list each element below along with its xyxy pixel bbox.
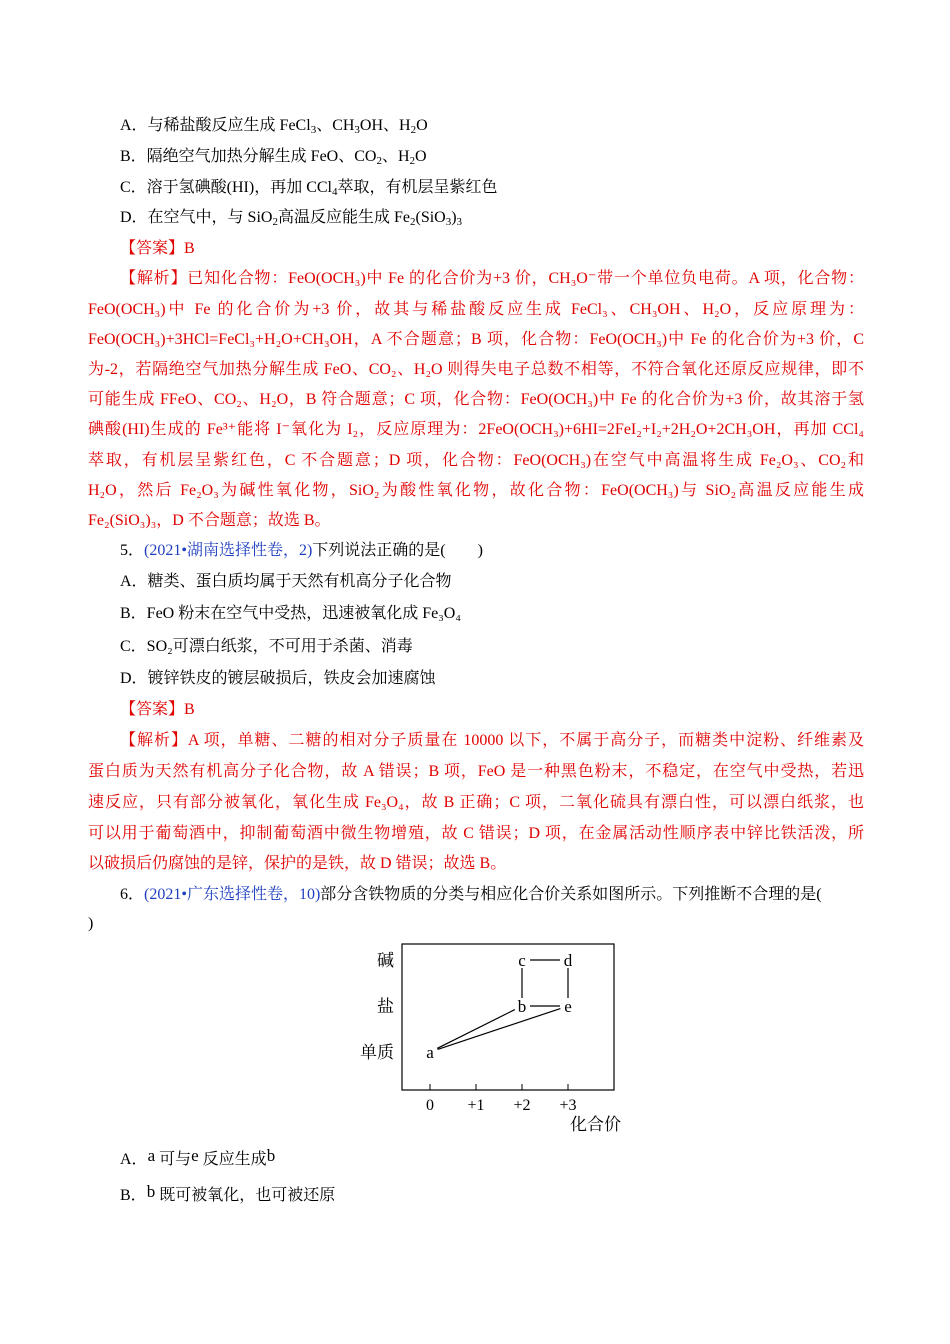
question-source: (2021•湖南选择性卷，2) [144, 542, 313, 559]
point-label-a: a [426, 1043, 434, 1062]
q6-stem-continuation: ) [88, 915, 94, 932]
point-label-d: d [563, 951, 573, 970]
q5-analysis-line: 可以用于葡萄酒中，抑制葡萄酒中微生物增殖，故 C 错误；D 项，在金属活动性顺序表中锌比铁活泼，所 [88, 825, 864, 842]
q6-option-a: A．a 可与e 反应生成b [120, 1146, 276, 1168]
q4-analysis-line: Fe₂(SiO₃)₃，D 不合题意；故选 B。 [88, 512, 331, 529]
q5-answer: 【答案】B [120, 701, 195, 718]
q5-option-d: D．镀锌铁皮的镀层破损后，铁皮会加速腐蚀 [120, 670, 436, 687]
point-label-e: e [564, 997, 572, 1016]
q4-option-d: D．在空气中，与 SiO$_2$高温反应能生成 $Fe_2(SiO_3)_3$ [120, 209, 463, 228]
x-tick-label: +1 [467, 1097, 485, 1114]
point-label-c: c [518, 951, 526, 970]
question-number: 5． [120, 542, 145, 559]
q5-option-c: C．SO₂可漂白纸浆，不可用于杀菌、消毒 [120, 638, 413, 655]
q4-analysis-line: 为-2，若隔绝空气加热分解生成 FeO、CO₂、H₂O 则得失电子总数不相等，不符合氧化还原反应规律，即不 [88, 361, 864, 378]
x-tick-label: +2 [513, 1097, 531, 1114]
x-tick-label: 0 [426, 1097, 434, 1114]
question-text: 下列说法正确的是( ) [312, 542, 483, 559]
q5-analysis-line: 蛋白质为天然有机高分子化合物，故 A 错误；B 项，FeO 是一种黑色粉末，不稳定，在空气中受热，若迅 [88, 763, 864, 780]
q4-option-c: C．溶于氢碘酸(HI)，再加 CCl$_4$萃取，有机层呈紫红色 [120, 179, 498, 198]
question-text: 部分含铁物质的分类与相应化合价关系如图所示。下列推断不合理的是( [320, 886, 822, 903]
q6-option-b: B．b 既可被氧化，也可被还原 [120, 1182, 336, 1204]
q5-analysis-line: 以破损后仍腐蚀的是锌，保护的是铁，故 D 错误；故选 B。 [88, 855, 507, 872]
link-line [437, 1010, 515, 1049]
q5-analysis-line: 【解析】A 项，单糖、二糖的相对分子质量在 10000 以下，不属于高分子，而糖类中淀粉、纤维素及 [120, 732, 864, 749]
q5-stem [120, 541, 950, 561]
question-number: 6． [120, 886, 145, 903]
q4-answer: 【答案】B [120, 240, 195, 257]
q4-analysis-line: FeO(OCH₃)+3HCl=FeCl₃+H₂O+CH₃OH，A 不合题意；B 项，化合物：FeO(OCH₃)中 Fe 的化合价为+3 价，C [88, 331, 864, 348]
point-label-b: b [517, 997, 527, 1016]
plot-frame [402, 944, 614, 1090]
q5-option-b: B．FeO 粉末在空气中受热，迅速被氧化成 Fe₃O₄ [120, 605, 461, 622]
q5-analysis-line: 速反应，只有部分被氧化，氧化生成 Fe₃O₄，故 B 正确；C 项，二氧化硫具有漂白性，可以漂白纸浆，也 [88, 794, 864, 811]
question-source: (2021•广东选择性卷，10) [144, 886, 321, 903]
link-line [438, 1009, 561, 1050]
q4-analysis-line: 可能生成 FFeO、CO₂、H₂O，B 符合题意；C 项，化合物：FeO(OCH₃)中 Fe 的化合价为+3 价，故其溶于氢 [88, 391, 864, 408]
q4-option-b: B．隔绝空气加热分解生成 FeO、$CO_2$、$H_2O$ [120, 148, 427, 167]
q4-analysis-line: 【解析】已知化合物：FeO(OCH₃)中 Fe 的化合价为+3 价，CH₃O⁻带一个单位负电荷。A 项，化合物： [120, 270, 864, 287]
iron-valence-diagram [350, 938, 650, 1138]
q4-option-a: A．与稀盐酸反应生成 FeCl$_3$、$CH_3OH$、$H_2O$ [120, 117, 428, 136]
x-axis-label: 化合价 [570, 1115, 621, 1134]
x-tick-label: +3 [559, 1097, 577, 1114]
y-category-label: 单质 [360, 1043, 394, 1062]
q4-analysis-line: H₂O，然后 Fe₂O₃为碱性氧化物，SiO₂为酸性氧化物，故化合物：FeO(OCH₃)与 SiO₂高温反应能生成 [88, 482, 864, 499]
q4-analysis-line: FeO(OCH₃)中 Fe 的化合价为+3 价，故其与稀盐酸反应生成 FeCl₃、CH₃OH、H₂O，反应原理为： [88, 301, 864, 318]
y-category-label: 盐 [377, 997, 394, 1016]
q4-analysis-line: 萃取，有机层呈紫红色，C 不合题意；D 项，化合物：FeO(OCH₃)在空气中高温将生成 Fe₂O₃、CO₂和 [88, 452, 864, 469]
q4-analysis-line: 碘酸(HI)生成的 Fe³⁺能将 I⁻氧化为 I₂，反应原理为：2FeO(OCH₃)+6HI=2FeI₂+I₂+2H₂O+2CH₃OH，再加 CCl₄ [88, 421, 864, 438]
q6-stem [120, 885, 950, 905]
y-category-label: 碱 [377, 951, 394, 970]
q5-option-a: A．糖类、蛋白质均属于天然有机高分子化合物 [120, 573, 452, 590]
